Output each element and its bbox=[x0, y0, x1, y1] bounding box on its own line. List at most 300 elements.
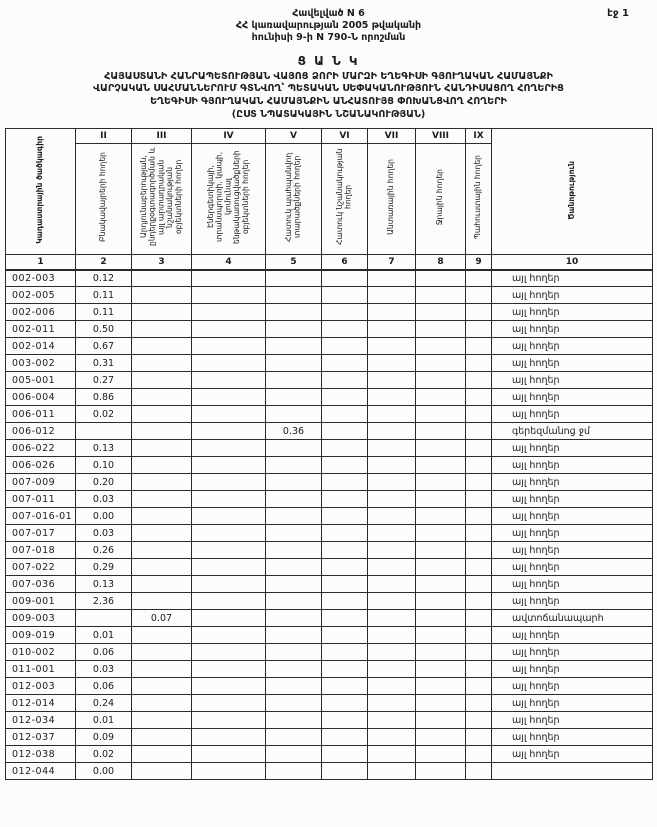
area-value bbox=[322, 287, 368, 304]
area-value bbox=[192, 763, 266, 780]
cadastral-code: 006-004 bbox=[6, 389, 76, 406]
area-value bbox=[192, 338, 266, 355]
area-value bbox=[322, 270, 368, 287]
area-value bbox=[266, 746, 322, 763]
table-row bbox=[6, 644, 653, 661]
area-value: 0.02 bbox=[76, 746, 132, 763]
area-value: 0.31 bbox=[76, 355, 132, 372]
area-value bbox=[466, 644, 492, 661]
cadastral-code: 007-009 bbox=[6, 474, 76, 491]
table-body bbox=[6, 270, 653, 780]
area-value bbox=[416, 406, 466, 423]
area-value bbox=[416, 661, 466, 678]
area-value bbox=[416, 389, 466, 406]
area-value bbox=[322, 423, 368, 440]
area-value bbox=[368, 508, 416, 525]
table-row bbox=[6, 321, 653, 338]
area-value bbox=[132, 695, 192, 712]
table-row bbox=[6, 389, 653, 406]
area-value bbox=[266, 610, 322, 627]
area-value bbox=[132, 406, 192, 423]
area-value bbox=[368, 695, 416, 712]
area-value bbox=[466, 610, 492, 627]
note-cell: գերեզմանոց ջմ bbox=[492, 423, 653, 440]
area-value bbox=[368, 372, 416, 389]
area-value bbox=[368, 746, 416, 763]
note-cell: այլ հողեր bbox=[492, 746, 653, 763]
note-cell: այլ հողեր bbox=[492, 491, 653, 508]
cadastral-code: 007-036 bbox=[6, 576, 76, 593]
area-value bbox=[192, 355, 266, 372]
area-value bbox=[322, 338, 368, 355]
area-value: 0.03 bbox=[76, 661, 132, 678]
area-value bbox=[416, 712, 466, 729]
area-value bbox=[192, 304, 266, 321]
roman-III: III bbox=[132, 129, 192, 144]
area-value bbox=[266, 406, 322, 423]
area-value: 0.11 bbox=[76, 304, 132, 321]
table-row bbox=[6, 695, 653, 712]
col-number-9: 9 bbox=[466, 255, 492, 270]
table-row bbox=[6, 746, 653, 763]
note-cell: այլ հողեր bbox=[492, 576, 653, 593]
area-value bbox=[466, 287, 492, 304]
cadastral-code: 002-003 bbox=[6, 270, 76, 287]
roman-VII: VII bbox=[368, 129, 416, 144]
area-value bbox=[322, 576, 368, 593]
area-value bbox=[368, 576, 416, 593]
area-value bbox=[266, 270, 322, 287]
area-value bbox=[132, 627, 192, 644]
area-value bbox=[132, 712, 192, 729]
area-value bbox=[466, 729, 492, 746]
document-title bbox=[5, 54, 652, 120]
cadastral-code: 006-026 bbox=[6, 457, 76, 474]
area-value bbox=[76, 610, 132, 627]
table-row bbox=[6, 729, 653, 746]
area-value: 0.24 bbox=[76, 695, 132, 712]
table-row bbox=[6, 610, 653, 627]
area-value bbox=[416, 610, 466, 627]
cadastral-code: 012-014 bbox=[6, 695, 76, 712]
area-value bbox=[416, 525, 466, 542]
roman-VI: VI bbox=[322, 129, 368, 144]
area-value bbox=[192, 508, 266, 525]
area-value bbox=[466, 440, 492, 457]
area-value bbox=[416, 508, 466, 525]
table-row bbox=[6, 525, 653, 542]
table-row bbox=[6, 338, 653, 355]
area-value bbox=[466, 712, 492, 729]
area-value bbox=[266, 678, 322, 695]
area-value: 0.01 bbox=[76, 627, 132, 644]
table-row bbox=[6, 559, 653, 576]
note-cell: այլ հողեր bbox=[492, 559, 653, 576]
area-value bbox=[466, 678, 492, 695]
cadastral-code: 007-011 bbox=[6, 491, 76, 508]
roman-IV: IV bbox=[192, 129, 266, 144]
table-row bbox=[6, 678, 653, 695]
area-value bbox=[322, 508, 368, 525]
area-value bbox=[416, 559, 466, 576]
column-numbers-row bbox=[6, 255, 653, 270]
area-value bbox=[266, 440, 322, 457]
area-value bbox=[192, 559, 266, 576]
roman-VIII: VIII bbox=[416, 129, 466, 144]
area-value bbox=[266, 525, 322, 542]
area-value bbox=[368, 355, 416, 372]
header-cadastral-code-label: Կադաստրային ծածկագիր bbox=[35, 136, 45, 244]
note-cell: այլ հողեր bbox=[492, 474, 653, 491]
area-value: 0.10 bbox=[76, 457, 132, 474]
note-cell: այլ հողեր bbox=[492, 627, 653, 644]
area-value bbox=[416, 678, 466, 695]
note-cell: այլ հողեր bbox=[492, 304, 653, 321]
area-value bbox=[192, 746, 266, 763]
note-cell: այլ հողեր bbox=[492, 406, 653, 423]
area-value: 2.36 bbox=[76, 593, 132, 610]
note-cell bbox=[492, 763, 653, 780]
area-value bbox=[132, 576, 192, 593]
area-value bbox=[466, 576, 492, 593]
area-value bbox=[266, 321, 322, 338]
area-value bbox=[368, 525, 416, 542]
area-value: 0.36 bbox=[266, 423, 322, 440]
area-value bbox=[416, 644, 466, 661]
col-number-6: 6 bbox=[322, 255, 368, 270]
cadastral-code: 007-022 bbox=[6, 559, 76, 576]
col-number-3: 3 bbox=[132, 255, 192, 270]
area-value bbox=[368, 491, 416, 508]
area-value bbox=[132, 763, 192, 780]
cadastral-code: 006-012 bbox=[6, 423, 76, 440]
area-value: 0.02 bbox=[76, 406, 132, 423]
annex-line-3: հունիսի 9-ի N 790-Ն որոշման bbox=[251, 31, 406, 43]
cadastral-code: 009-003 bbox=[6, 610, 76, 627]
area-value bbox=[416, 423, 466, 440]
header-note bbox=[492, 129, 653, 255]
area-value bbox=[368, 559, 416, 576]
annex-reference bbox=[5, 8, 652, 44]
area-value bbox=[466, 474, 492, 491]
area-value bbox=[368, 474, 416, 491]
area-value bbox=[192, 440, 266, 457]
area-value bbox=[192, 712, 266, 729]
header-protected-lands: Հատուկ պահպանվող տարածքների հողեր bbox=[266, 144, 322, 255]
area-value: 0.50 bbox=[76, 321, 132, 338]
area-value bbox=[132, 423, 192, 440]
area-value bbox=[132, 746, 192, 763]
area-value bbox=[192, 610, 266, 627]
area-value bbox=[322, 559, 368, 576]
cadastral-code: 007-016-01 bbox=[6, 508, 76, 525]
area-value: 0.29 bbox=[76, 559, 132, 576]
area-value: 0.20 bbox=[76, 474, 132, 491]
area-value: 0.06 bbox=[76, 678, 132, 695]
area-value bbox=[416, 457, 466, 474]
area-value bbox=[368, 678, 416, 695]
cadastral-code: 012-037 bbox=[6, 729, 76, 746]
area-value bbox=[322, 712, 368, 729]
area-value bbox=[368, 593, 416, 610]
cadastral-code: 012-038 bbox=[6, 746, 76, 763]
area-value bbox=[416, 729, 466, 746]
cadastral-code: 002-006 bbox=[6, 304, 76, 321]
cadastral-code: 012-044 bbox=[6, 763, 76, 780]
area-value bbox=[466, 389, 492, 406]
table-row bbox=[6, 304, 653, 321]
area-value bbox=[416, 695, 466, 712]
col-number-1: 1 bbox=[6, 255, 76, 270]
area-value bbox=[132, 508, 192, 525]
roman-V: V bbox=[266, 129, 322, 144]
area-value: 0.27 bbox=[76, 372, 132, 389]
area-value bbox=[266, 508, 322, 525]
table-row bbox=[6, 423, 653, 440]
area-value bbox=[192, 695, 266, 712]
header-note-label: Ծանոթություն bbox=[566, 160, 576, 220]
header-cadastral-code bbox=[6, 129, 76, 255]
roman-IX: IX bbox=[466, 129, 492, 144]
header-reserve-lands: Պահուստային հողեր bbox=[466, 144, 492, 255]
area-value bbox=[466, 542, 492, 559]
area-value bbox=[466, 508, 492, 525]
area-value: 0.67 bbox=[76, 338, 132, 355]
area-value bbox=[368, 389, 416, 406]
table-row bbox=[6, 270, 653, 287]
area-value bbox=[76, 423, 132, 440]
area-value bbox=[368, 542, 416, 559]
note-cell: այլ հողեր bbox=[492, 457, 653, 474]
roman-II: II bbox=[76, 129, 132, 144]
area-value bbox=[192, 627, 266, 644]
note-cell: այլ հողեր bbox=[492, 355, 653, 372]
note-cell: այլ հողեր bbox=[492, 712, 653, 729]
area-value bbox=[132, 525, 192, 542]
title-line-4: (ԸՍՏ ՆՊԱՏԱԿԱՅԻՆ ՆՇԱՆԱԿՈՒԹՅԱՆ) bbox=[231, 109, 426, 121]
area-value bbox=[192, 729, 266, 746]
area-value bbox=[192, 474, 266, 491]
area-value bbox=[466, 457, 492, 474]
title-line-3: ԵՂԵԳԻՍԻ ԳՅՈՒՂԱԿԱՆ ՀԱՄԱՅՆՔԻՆ ԱՆՀԱՏՈՒՅՑ ՓՈԽԱՆՑՎՈՂ ՀՈՂԵՐԻ bbox=[150, 95, 507, 107]
area-value bbox=[368, 440, 416, 457]
area-value bbox=[132, 389, 192, 406]
area-value bbox=[132, 593, 192, 610]
table-row bbox=[6, 508, 653, 525]
area-value bbox=[132, 678, 192, 695]
area-value bbox=[368, 287, 416, 304]
land-transfer-table bbox=[5, 128, 653, 780]
col-number-7: 7 bbox=[368, 255, 416, 270]
area-value bbox=[132, 491, 192, 508]
area-value: 0.06 bbox=[76, 644, 132, 661]
area-value bbox=[322, 644, 368, 661]
area-value bbox=[322, 406, 368, 423]
cadastral-code: 006-022 bbox=[6, 440, 76, 457]
area-value bbox=[132, 474, 192, 491]
area-value bbox=[132, 338, 192, 355]
col-number-4: 4 bbox=[192, 255, 266, 270]
cadastral-code: 003-002 bbox=[6, 355, 76, 372]
table-row bbox=[6, 576, 653, 593]
area-value bbox=[416, 474, 466, 491]
header-infrastructure-lands: Էներգետիկայի, տրանսպորտի, կապի, կոմունալ ենթակառուցվածքների օբյեկտների հողեր bbox=[192, 144, 266, 255]
area-value bbox=[466, 627, 492, 644]
area-value bbox=[466, 372, 492, 389]
area-value bbox=[368, 763, 416, 780]
area-value bbox=[266, 695, 322, 712]
cadastral-code: 006-011 bbox=[6, 406, 76, 423]
area-value bbox=[368, 729, 416, 746]
area-value bbox=[192, 321, 266, 338]
area-value bbox=[322, 355, 368, 372]
area-value bbox=[322, 440, 368, 457]
note-cell: այլ հողեր bbox=[492, 287, 653, 304]
area-value bbox=[466, 763, 492, 780]
area-value: 0.13 bbox=[76, 440, 132, 457]
cadastral-code: 005-001 bbox=[6, 372, 76, 389]
note-cell: ավտոճանապարհ bbox=[492, 610, 653, 627]
annex-line-1: Հավելված N 6 bbox=[292, 8, 365, 19]
note-cell: այլ հողեր bbox=[492, 508, 653, 525]
area-value bbox=[466, 304, 492, 321]
header-forest-lands: Անտառային հողեր bbox=[368, 144, 416, 255]
area-value bbox=[132, 304, 192, 321]
area-value bbox=[192, 525, 266, 542]
area-value bbox=[132, 661, 192, 678]
area-value: 0.01 bbox=[76, 712, 132, 729]
col-number-5: 5 bbox=[266, 255, 322, 270]
cadastral-code: 007-017 bbox=[6, 525, 76, 542]
title-line-2: ՎԱՐՉԱԿԱՆ ՍԱՀՄԱՆՆԵՐՈՒՄ ԳՏՆՎՈՂ՝ ՊԵՏԱԿԱՆ ՍԵՓԱԿԱՆՈՒԹՅՈՒՆ ՀԱՆԴԻՍԱՑՈՂ ՀՈՂԵՐԻՑ bbox=[93, 83, 564, 95]
area-value bbox=[132, 355, 192, 372]
area-value bbox=[368, 338, 416, 355]
area-value: 0.00 bbox=[76, 763, 132, 780]
area-value: 0.11 bbox=[76, 287, 132, 304]
note-cell: այլ հողեր bbox=[492, 389, 653, 406]
area-value bbox=[322, 695, 368, 712]
cadastral-code: 010-002 bbox=[6, 644, 76, 661]
header-water-lands: Ջրային հողեր bbox=[416, 144, 466, 255]
area-value bbox=[266, 712, 322, 729]
area-value bbox=[466, 338, 492, 355]
table-row bbox=[6, 661, 653, 678]
table-row bbox=[6, 763, 653, 780]
area-value bbox=[266, 287, 322, 304]
area-value bbox=[192, 542, 266, 559]
area-value: 0.26 bbox=[76, 542, 132, 559]
area-value: 0.12 bbox=[76, 270, 132, 287]
note-cell: այլ հողեր bbox=[492, 661, 653, 678]
note-cell: այլ հողեր bbox=[492, 372, 653, 389]
annex-line-2: ՀՀ կառավարության 2005 թվականի bbox=[235, 19, 422, 31]
title-heading: Ց Ա Ն Կ bbox=[297, 53, 360, 68]
note-cell: այլ հողեր bbox=[492, 593, 653, 610]
area-value bbox=[266, 763, 322, 780]
area-value bbox=[322, 389, 368, 406]
area-value: 0.03 bbox=[76, 491, 132, 508]
area-value bbox=[466, 355, 492, 372]
table-row bbox=[6, 440, 653, 457]
area-value bbox=[132, 729, 192, 746]
cadastral-code: 009-001 bbox=[6, 593, 76, 610]
area-value bbox=[416, 270, 466, 287]
note-cell: այլ հողեր bbox=[492, 440, 653, 457]
area-value bbox=[266, 389, 322, 406]
area-value bbox=[266, 576, 322, 593]
area-value bbox=[266, 729, 322, 746]
area-value bbox=[266, 627, 322, 644]
area-value bbox=[266, 559, 322, 576]
area-value: 0.03 bbox=[76, 525, 132, 542]
area-value bbox=[416, 746, 466, 763]
area-value bbox=[466, 270, 492, 287]
area-value: 0.13 bbox=[76, 576, 132, 593]
area-value bbox=[466, 593, 492, 610]
area-value bbox=[192, 406, 266, 423]
area-value bbox=[416, 372, 466, 389]
area-value bbox=[466, 746, 492, 763]
area-value bbox=[416, 440, 466, 457]
area-value bbox=[416, 576, 466, 593]
cadastral-code: 011-001 bbox=[6, 661, 76, 678]
area-value bbox=[322, 491, 368, 508]
area-value bbox=[266, 355, 322, 372]
header-special-purpose-lands: Հատուկ նշանակության հողեր bbox=[322, 144, 368, 255]
area-value bbox=[132, 542, 192, 559]
note-cell: այլ հողեր bbox=[492, 338, 653, 355]
area-value bbox=[322, 627, 368, 644]
area-value bbox=[368, 270, 416, 287]
page-number-label: էջ 1 bbox=[607, 8, 629, 19]
roman-numerals-row bbox=[6, 129, 653, 144]
area-value bbox=[192, 661, 266, 678]
col-number-10: 10 bbox=[492, 255, 653, 270]
area-value bbox=[322, 678, 368, 695]
area-value bbox=[132, 372, 192, 389]
note-cell: այլ հողեր bbox=[492, 525, 653, 542]
area-value bbox=[266, 474, 322, 491]
area-value: 0.07 bbox=[132, 610, 192, 627]
area-value bbox=[192, 593, 266, 610]
area-value bbox=[192, 389, 266, 406]
col-number-8: 8 bbox=[416, 255, 466, 270]
area-value bbox=[368, 457, 416, 474]
cadastral-code: 012-034 bbox=[6, 712, 76, 729]
area-value bbox=[368, 321, 416, 338]
area-value bbox=[132, 559, 192, 576]
area-value bbox=[192, 270, 266, 287]
area-value bbox=[266, 304, 322, 321]
table-row bbox=[6, 593, 653, 610]
area-value bbox=[466, 406, 492, 423]
area-value bbox=[368, 406, 416, 423]
area-value bbox=[132, 457, 192, 474]
area-value bbox=[466, 661, 492, 678]
area-value bbox=[466, 321, 492, 338]
table-row bbox=[6, 372, 653, 389]
area-value bbox=[192, 457, 266, 474]
table-row bbox=[6, 474, 653, 491]
area-value bbox=[416, 304, 466, 321]
table-row bbox=[6, 287, 653, 304]
table-row bbox=[6, 491, 653, 508]
area-value bbox=[416, 338, 466, 355]
area-value bbox=[266, 542, 322, 559]
area-value bbox=[368, 644, 416, 661]
header-industrial-lands: Արդյունաբերության, ընդերքօգտագործման և այլ արտադրական նշանակության օբյեկտների հողեր bbox=[132, 144, 192, 255]
area-value bbox=[132, 644, 192, 661]
